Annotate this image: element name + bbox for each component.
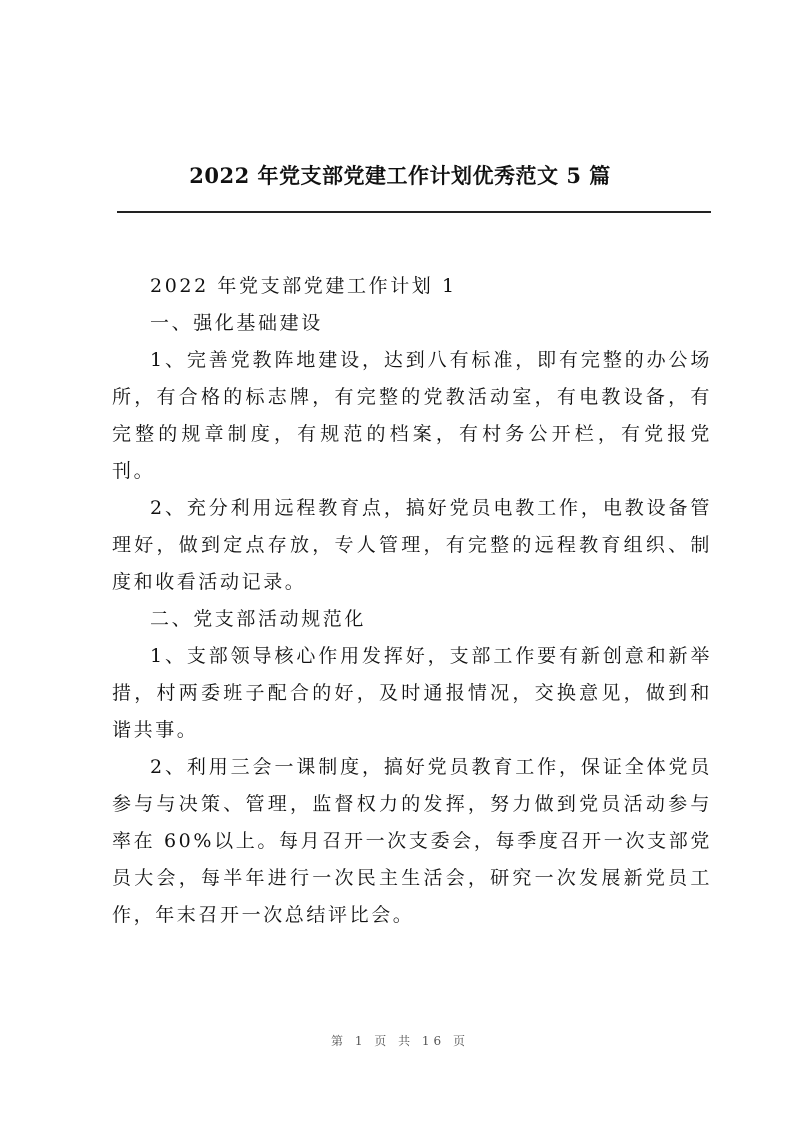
section-heading: 2022 年党支部党建工作计划 1	[150, 275, 457, 297]
body-paragraph: 1、支部领导核心作用发挥好，支部工作要有新创意和新举措，村两委班子配合的好，及时通报情况，交换意见，做到和谐共事。	[112, 645, 712, 741]
body-paragraph: 1、完善党教阵地建设，达到八有标准，即有完整的办公场所，有合格的标志牌，有完整的党教活动室，有电教设备，有完整的规章制度，有规范的档案，有村务公开栏，有党报党刊。	[112, 349, 712, 482]
document-title: 2022 年党支部党建工作计划优秀范文 5 篇	[189, 163, 611, 188]
document-body	[112, 268, 712, 934]
page-number-footer: 第 1 页 共 16 页	[331, 1034, 469, 1048]
subsection-heading: 一、强化基础建设	[150, 312, 323, 334]
subsection-heading: 二、党支部活动规范化	[150, 608, 367, 630]
title-divider	[117, 211, 711, 213]
body-paragraph: 2、利用三会一课制度，搞好党员教育工作，保证全体党员参与与决策、管理，监督权力的发挥，努力做到党员活动参与率在 60%以上。每月召开一次支委会，每季度召开一次支部党员大会，每半年进行一次民主生活会，研究一次发展新党员工作，年末召开一次总结评比会。	[112, 756, 712, 926]
body-paragraph: 2、充分利用远程教育点，搞好党员电教工作，电教设备管理好，做到定点存放，专人管理，有完整的远程教育组织、制度和收看活动记录。	[112, 497, 712, 593]
